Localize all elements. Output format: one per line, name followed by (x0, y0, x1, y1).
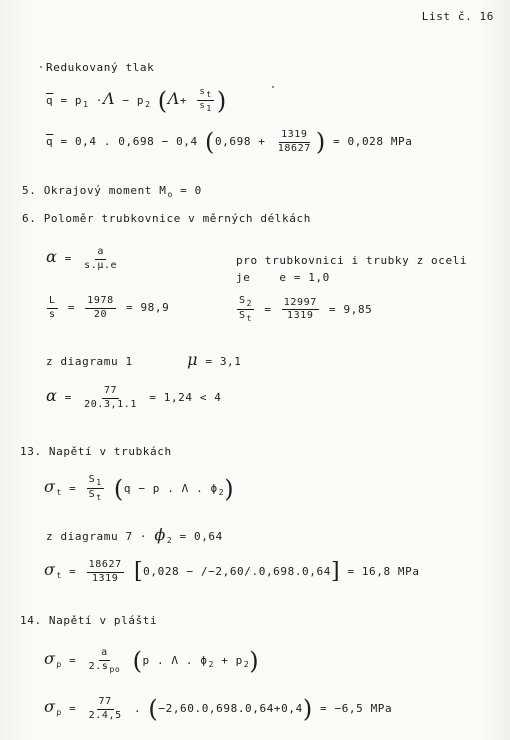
section-6-heading: 6. Poloměr trubkovnice v měrných délkách (22, 212, 311, 225)
reduced-pressure-formula: $\overline{q} = p_1 \cdot\Lambda - p_2$ (Λ+ $\frac{st}{s1}$ ) (46, 86, 227, 115)
section-14-heading: 14. Napětí v plášti (20, 614, 158, 627)
reduced-pressure-calc: $\overline{q} = 0,4$ . 0,698 − 0,4 (0,698 + $\frac{1319}{18627}$ ) = 0,028 MPa (46, 128, 413, 156)
sheet-number: List č. 16 (421, 10, 494, 23)
l-over-s-calc: $\frac{L}{s}$ = $\frac{1978}{20}$ = 98,9 (49, 295, 170, 320)
diagram-7-line: z diagramu $7 \cdot \phi_2 = 0,64$ (46, 525, 223, 545)
diagram-1-line: z diagramu 1 μ = 3,1 (46, 350, 242, 369)
tube-stress-formula: $\sigma_t$ = $\frac{S_1}{S_t}$ (q − p . Λ . $\phi_2$) (44, 474, 235, 503)
margin-dot (272, 86, 274, 88)
section-5-heading: 5. Okrajový moment $M_o = 0$ (22, 184, 202, 199)
shell-stress-formula: $\sigma_p$ = $\frac{a}{2.s_{po}}$ (p . Λ . $\phi_2 + p_2$) (44, 646, 260, 675)
tube-stress-calc: $\sigma_t$ = $\frac{18627}{1319}$ [0,028 − /−2,60/.0,698.0,64] = 16,8 MPa (44, 559, 420, 584)
e-value-note: je e = 1,0 (236, 271, 330, 284)
s2-over-st-calc: $\frac{S_2}{S_t}$ = $\frac{12997}{1319}$ = 9,85 (239, 295, 373, 324)
steel-note: pro trubkovnici i trubky z oceli (236, 254, 468, 267)
margin-dot (40, 66, 42, 68)
section-13-heading: 13. Napětí v trubkách (20, 445, 172, 458)
shell-stress-calc: $\sigma_p$ = $\frac{77}{2.4,5}$ . (−2,60.0,698.0,64+0,4) = −6,5 MPa (44, 695, 393, 723)
alpha-formula: α = $\frac{a}{s.\mu.e}$ (46, 246, 118, 271)
reduced-pressure-title: Redukovaný tlak (46, 61, 155, 74)
alpha-calc: α = $\frac{77}{20.3,1.1}$ = 1,24 < 4 (46, 385, 222, 410)
